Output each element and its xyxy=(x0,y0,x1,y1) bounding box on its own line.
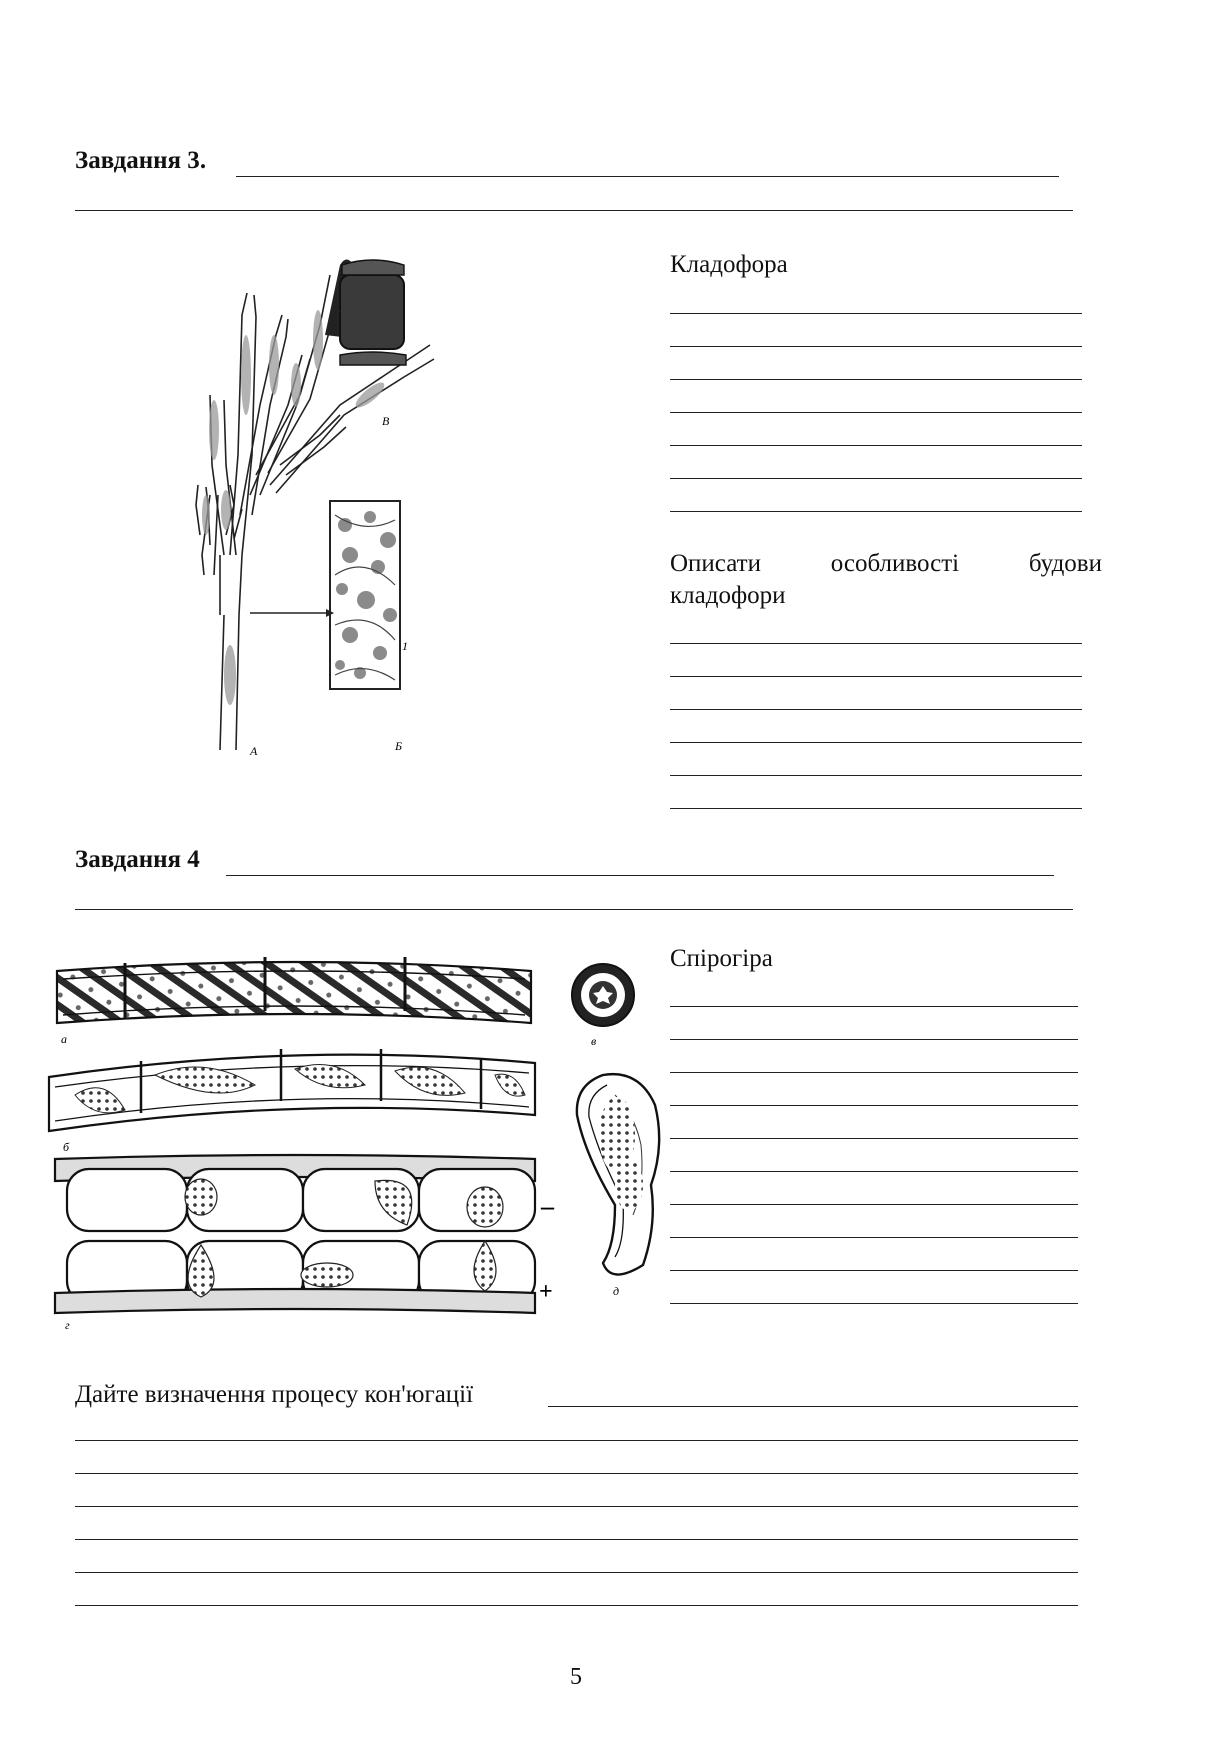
cladophora-line-2[interactable] xyxy=(670,346,1082,347)
cladophora-line-5[interactable] xyxy=(670,445,1082,446)
task3-heading-text: Завдання 3 xyxy=(75,147,200,174)
task3-answer-line-2[interactable] xyxy=(75,210,1073,211)
spirogyra-figure xyxy=(55,945,675,1335)
cladophora-line-3[interactable] xyxy=(670,379,1082,380)
conjugation-line-5[interactable] xyxy=(75,1572,1078,1573)
cladophora-label-v: В xyxy=(382,414,390,428)
describe-line-f[interactable] xyxy=(670,808,1082,809)
spirogyra-minus-sign: – xyxy=(541,1192,554,1221)
describe-line-2: кладофори xyxy=(670,582,786,609)
describe-line-a[interactable] xyxy=(670,643,1082,644)
spirogyra-line-6[interactable] xyxy=(670,1171,1078,1172)
spirogyra-plus-sign: + xyxy=(539,1279,553,1305)
task4-answer-line-2[interactable] xyxy=(75,909,1073,910)
spirogyra-label-g: г xyxy=(65,1318,70,1332)
spirogyra-line-8[interactable] xyxy=(670,1237,1078,1238)
describe-line-b[interactable] xyxy=(670,676,1082,677)
spirogyra-label: Спірогіра xyxy=(670,945,773,972)
spirogyra-label-v: в xyxy=(591,1034,597,1048)
spirogyra-line-7[interactable] xyxy=(670,1204,1078,1205)
spirogyra-line-1[interactable] xyxy=(670,1006,1078,1007)
task4-heading: Завдання 4 xyxy=(75,846,200,873)
describe-cladophora-prompt xyxy=(670,548,1102,612)
conjugation-line-4[interactable] xyxy=(75,1539,1078,1540)
spirogyra-line-4[interactable] xyxy=(670,1105,1078,1106)
conjugation-line-1[interactable] xyxy=(75,1440,1078,1441)
spirogyra-label-a: а xyxy=(61,1032,67,1046)
cladophora-label: Кладофора xyxy=(670,251,788,278)
spirogyra-label-b: б xyxy=(63,1140,70,1154)
task4-answer-line[interactable] xyxy=(226,875,1054,876)
describe-line-1 xyxy=(670,548,1102,580)
task3-heading xyxy=(75,146,206,176)
spirogyra-line-2[interactable] xyxy=(670,1039,1078,1040)
describe-word-1: Описати xyxy=(670,550,761,577)
cladophora-label-a: А xyxy=(250,744,258,758)
describe-word-3: будови xyxy=(1028,550,1102,577)
spirogyra-line-10[interactable] xyxy=(670,1303,1078,1304)
spirogyra-line-3[interactable] xyxy=(670,1072,1078,1073)
spirogyra-line-9[interactable] xyxy=(670,1270,1078,1271)
page-number: 5 xyxy=(570,1664,582,1690)
spirogyra-line-5[interactable] xyxy=(670,1138,1078,1139)
cladophora-line-1[interactable] xyxy=(670,313,1082,314)
conjugation-prompt: Дайте визначення процесу кон'югації xyxy=(75,1381,474,1408)
task3-heading-dot: . xyxy=(199,147,207,174)
spirogyra-label-d: д xyxy=(613,1284,620,1298)
describe-line-c[interactable] xyxy=(670,709,1082,710)
describe-word-2: особливості xyxy=(830,550,960,577)
describe-line-e[interactable] xyxy=(670,775,1082,776)
cladophora-label-1: 1 xyxy=(402,639,408,653)
describe-line-d[interactable] xyxy=(670,742,1082,743)
conjugation-line-6[interactable] xyxy=(75,1605,1078,1606)
cladophora-line-4[interactable] xyxy=(670,412,1082,413)
cladophora-label-b: Б xyxy=(395,739,403,753)
cladophora-figure xyxy=(190,255,580,758)
cladophora-line-6[interactable] xyxy=(670,478,1082,479)
cladophora-line-7[interactable] xyxy=(670,511,1082,512)
conjugation-line-2[interactable] xyxy=(75,1473,1078,1474)
conjugation-line-0[interactable] xyxy=(548,1406,1078,1407)
task3-answer-line[interactable] xyxy=(236,176,1059,177)
conjugation-line-3[interactable] xyxy=(75,1506,1078,1507)
